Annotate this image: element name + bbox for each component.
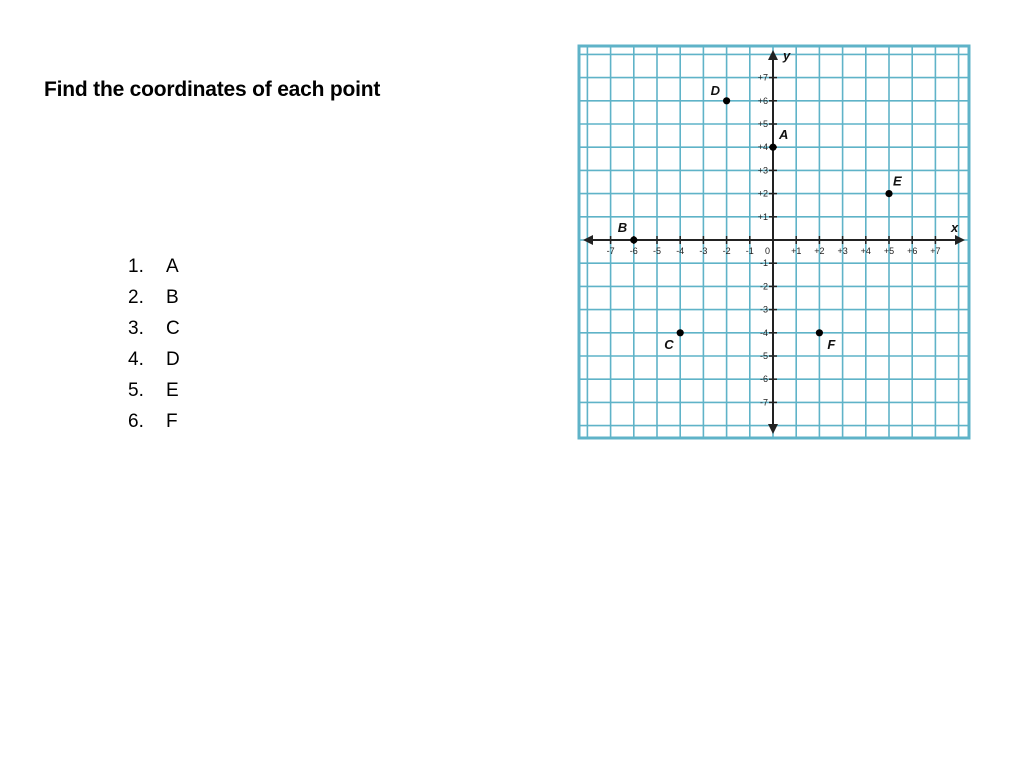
- x-tick-label: -2: [722, 246, 731, 256]
- y-tick-label: -7: [759, 397, 768, 408]
- point-label-c: C: [664, 336, 674, 352]
- question-list: [128, 254, 180, 440]
- x-tick-label: +1: [791, 246, 802, 256]
- y-tick-label: +1: [757, 211, 768, 222]
- x-tick-label: +4: [860, 246, 871, 256]
- y-tick-label: +5: [757, 119, 768, 129]
- point-d: [723, 97, 730, 104]
- item-label: A: [166, 256, 179, 277]
- point-label-a: A: [779, 127, 789, 143]
- item-number: 3.: [128, 318, 144, 339]
- point-label-b: B: [617, 220, 628, 235]
- y-tick-label: -1: [759, 258, 768, 269]
- item-label: F: [166, 411, 178, 432]
- item-number: 5.: [128, 380, 144, 401]
- y-axis-label: y: [783, 48, 791, 63]
- item-label: D: [166, 349, 180, 370]
- coordinate-plane: [577, 44, 971, 440]
- item-number: 4.: [128, 349, 144, 370]
- point-label-e: E: [893, 173, 902, 189]
- list-item: [128, 285, 180, 316]
- point-label-d: D: [710, 82, 720, 98]
- y-tick-label: -6: [759, 374, 768, 385]
- y-tick-label: -2: [759, 281, 768, 292]
- item-number: 6.: [128, 411, 144, 432]
- point-label-f: F: [827, 336, 836, 352]
- x-tick-label: +6: [907, 246, 918, 256]
- point-a: [769, 144, 776, 151]
- y-tick-label: +7: [757, 72, 768, 83]
- list-item: [128, 378, 180, 409]
- x-tick-label: +3: [837, 246, 848, 256]
- x-tick-label: -5: [652, 246, 662, 256]
- y-tick-label: -5: [759, 351, 768, 361]
- list-item: [128, 254, 180, 285]
- y-tick-label: +4: [757, 142, 768, 153]
- list-item: [128, 316, 180, 347]
- origin-label: 0: [764, 246, 770, 256]
- point-e: [885, 190, 892, 197]
- item-number: 2.: [128, 287, 144, 308]
- item-number: 1.: [128, 256, 144, 277]
- y-tick-label: +6: [757, 95, 768, 106]
- page-title: Find the coordinates of each point: [44, 78, 381, 101]
- x-axis-label: x: [951, 220, 959, 235]
- y-tick-label: -3: [759, 304, 768, 315]
- item-label: B: [166, 287, 179, 308]
- x-tick-label: -4: [676, 246, 685, 256]
- item-label: C: [166, 318, 180, 339]
- point-b: [630, 236, 637, 243]
- x-tick-label: -6: [629, 246, 638, 256]
- item-label: E: [166, 380, 179, 401]
- list-item: [128, 347, 180, 378]
- point-c: [677, 329, 684, 336]
- y-tick-label: +3: [757, 165, 768, 176]
- x-tick-label: +7: [930, 246, 941, 256]
- point-f: [816, 329, 823, 336]
- x-tick-label: -7: [606, 246, 615, 256]
- x-tick-label: +5: [883, 246, 895, 256]
- list-item: [128, 409, 180, 440]
- coordinate-grid: [577, 44, 971, 440]
- x-tick-label: -3: [699, 246, 708, 256]
- x-tick-label: +2: [814, 246, 825, 256]
- x-tick-label: -1: [745, 246, 754, 256]
- y-tick-label: -4: [759, 327, 768, 338]
- y-tick-label: +2: [757, 188, 768, 199]
